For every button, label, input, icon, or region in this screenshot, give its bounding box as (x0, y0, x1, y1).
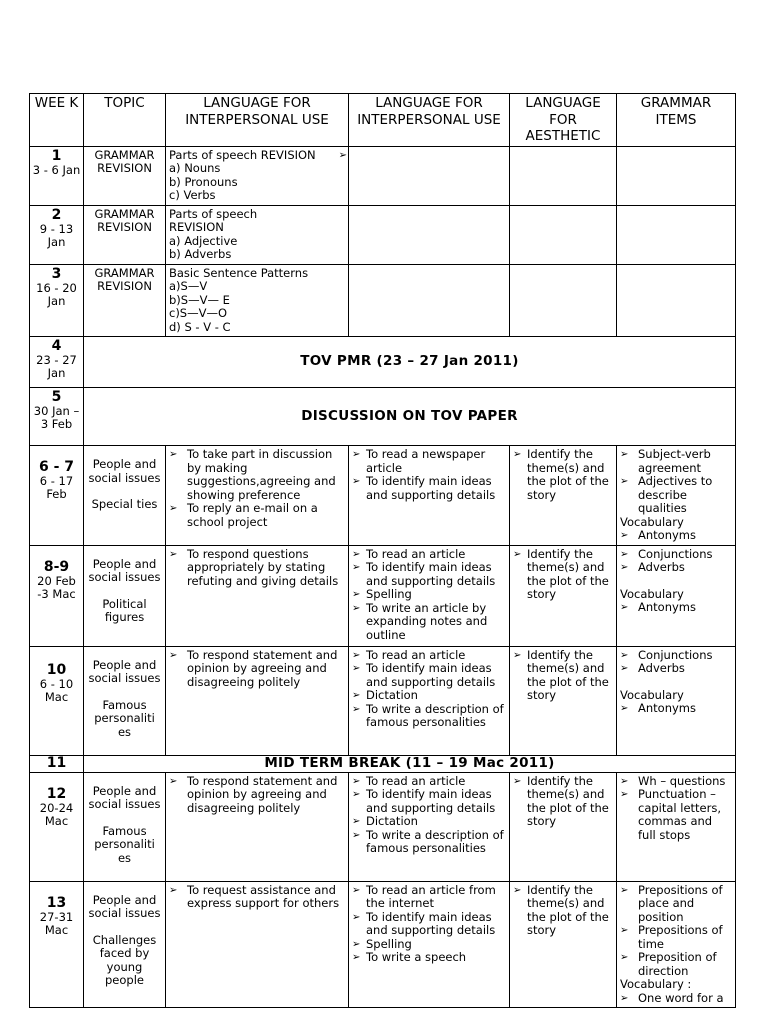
list-item: ➢ One word for a (620, 992, 732, 1006)
topic-subtheme: Challenges faced by young people (92, 932, 157, 987)
table-row (30, 772, 736, 881)
table-row (30, 264, 736, 337)
grammar-cell (617, 264, 736, 337)
vocabulary-label: Vocabulary : (620, 977, 692, 991)
week-date: 16 - 20 Jan (36, 280, 77, 308)
week-date: 30 Jan – 3 Feb (33, 404, 80, 431)
topic-theme: People and social issues (88, 892, 161, 920)
grammar-cell (617, 146, 736, 205)
list-item: ➢ To identify main ideas and supporting details (352, 662, 506, 689)
aesthetic-cell (510, 545, 617, 646)
week-cell (30, 337, 84, 388)
interpersonal-cell (166, 264, 349, 337)
topic-subtheme: Special ties (91, 497, 158, 511)
week-cell (30, 881, 84, 1008)
week-number: 8-9 (43, 558, 70, 575)
grammar-cell (617, 545, 736, 646)
week-number: 2 (51, 206, 62, 223)
list-item: ➢ To request assistance and express support for others (169, 884, 345, 911)
text-line: c) Verbs (169, 188, 216, 202)
scheme-of-work-table (29, 93, 736, 1008)
list-item: ➢ To respond statement and opinion by agreeing and disagreeing politely (169, 775, 345, 816)
table-row (30, 205, 736, 264)
list-item: ➢ Dictation (352, 689, 506, 703)
list-item: ➢ Identify the theme(s) and the plot of the story (513, 884, 613, 938)
header-topic: TOPIC (84, 94, 166, 147)
text-line: a) Adjective (169, 233, 238, 248)
table-row (30, 881, 736, 1008)
grammar-cell (617, 446, 736, 546)
week-date: 23 - 27 Jan (36, 353, 77, 380)
table-row (30, 646, 736, 755)
list-item: ➢ Adverbs (620, 662, 732, 676)
week-date: 9 - 13 Jan (39, 221, 74, 249)
topic-cell: GRAMMAR REVISION (84, 264, 166, 337)
topic-theme: People and social issues (88, 556, 161, 584)
informational-cell (349, 446, 510, 546)
week-cell (30, 446, 84, 546)
text-line: Parts of speech REVISION (169, 147, 316, 162)
merged-event-cell: TOV PMR (23 – 27 Jan 2011) (84, 337, 736, 388)
aesthetic-cell (510, 146, 617, 205)
list-item: ➢ Conjunctions (620, 548, 732, 562)
week-date: 20-24 Mac (39, 800, 74, 828)
interpersonal-cell (166, 446, 349, 546)
aesthetic-cell (510, 264, 617, 337)
table-row (30, 755, 736, 772)
informational-cell (349, 881, 510, 1008)
list-item: ➢ Adverbs (620, 561, 732, 575)
informational-cell (349, 205, 510, 264)
week-cell (30, 264, 84, 337)
table-row (30, 545, 736, 646)
week-number: 5 (51, 389, 62, 405)
informational-cell (349, 545, 510, 646)
week-cell (30, 205, 84, 264)
table-row (30, 146, 736, 205)
list-item: ➢ Identify the theme(s) and the plot of the story (513, 775, 613, 829)
week-cell (30, 146, 84, 205)
informational-cell (349, 264, 510, 337)
merged-event-cell: MID TERM BREAK (11 – 19 Mac 2011) (84, 755, 736, 772)
vocabulary-label: Vocabulary (620, 586, 684, 601)
aesthetic-cell (510, 772, 617, 881)
header-informational: LANGUAGE FOR INTERPERSONAL USE (349, 94, 510, 147)
list-item: ➢ Punctuation – capital letters, commas and full stops (620, 788, 732, 842)
week-cell (30, 388, 84, 446)
list-item: ➢ To read an article (352, 649, 506, 663)
topic-cell (84, 446, 166, 546)
grammar-cell (617, 205, 736, 264)
list-item: ➢ Identify the theme(s) and the plot of the story (513, 448, 613, 502)
interpersonal-cell (166, 646, 349, 755)
list-item: ➢ Spelling (352, 938, 506, 952)
text-line: Basic Sentence Patterns (169, 265, 309, 280)
list-item: ➢ Wh – questions (620, 775, 732, 789)
table-row (30, 337, 736, 388)
list-item: ➢ Spelling (352, 588, 506, 602)
list-item: ➢ Antonyms (620, 529, 732, 543)
text-line: REVISION (169, 220, 224, 234)
list-item: ➢ To reply an e-mail on a school project (169, 502, 345, 529)
list-item: ➢ To read an article (352, 775, 506, 789)
week-number: 11 (46, 755, 67, 771)
topic-theme: People and social issues (88, 783, 161, 811)
text-line: b) Pronouns (169, 174, 238, 189)
week-number: 12 (46, 785, 67, 802)
merged-event-cell: DISCUSSION ON TOV PAPER (84, 388, 736, 446)
text-line: a)S—V (169, 279, 208, 293)
topic-cell: GRAMMAR REVISION (84, 205, 166, 264)
week-date: 6 - 17 Feb (39, 474, 74, 501)
week-cell (30, 772, 84, 881)
header-week: WEE K (30, 94, 84, 147)
week-number: 4 (51, 338, 62, 354)
text-line: b) Adverbs (169, 247, 232, 261)
list-item: ➢ Subject-verb agreement (620, 448, 732, 475)
list-item: ➢ To identify main ideas and supporting details (352, 911, 506, 938)
interpersonal-cell (166, 772, 349, 881)
table-row (30, 388, 736, 446)
text-line: d) S - V - C (169, 319, 231, 334)
list-item: ➢ To take part in discussion by making suggestions,agreeing and showing preference (169, 448, 345, 502)
list-item: ➢ Preposition of direction (620, 951, 732, 978)
list-item: ➢ To respond questions appropriately by stating refuting and giving details (169, 548, 345, 589)
topic-cell (84, 646, 166, 755)
interpersonal-cell (166, 205, 349, 264)
list-item: ➢ To write an article by expanding notes and outline (352, 602, 506, 643)
list-item: ➢ Identify the theme(s) and the plot of the story (513, 548, 613, 602)
list-item: ➢ Antonyms (620, 601, 732, 615)
topic-cell (84, 772, 166, 881)
interpersonal-cell (166, 146, 349, 205)
list-item: ➢ To write a description of famous personalities (352, 703, 506, 730)
topic-theme: People and social issues (88, 457, 161, 485)
week-date: 6 - 10 Mac (39, 676, 74, 704)
list-item: ➢ To identify main ideas and supporting details (352, 561, 506, 588)
list-item: ➢ To read an article (352, 548, 506, 562)
week-number: 13 (46, 894, 67, 911)
topic-cell (84, 545, 166, 646)
text-line: c)S—V—O (169, 306, 228, 320)
chevron-right-icon: ➢ (338, 149, 347, 161)
week-number: 3 (51, 265, 62, 282)
week-cell (30, 646, 84, 755)
aesthetic-cell (510, 881, 617, 1008)
week-number: 10 (46, 661, 67, 678)
aesthetic-cell (510, 446, 617, 546)
text-line: a) Nouns (169, 161, 221, 175)
header-interpersonal: LANGUAGE FOR INTERPERSONAL USE (166, 94, 349, 147)
grammar-cell (617, 772, 736, 881)
header-aesthetic: LANGUAGE FOR AESTHETIC (510, 94, 617, 147)
header-grammar: GRAMMAR ITEMS (617, 94, 736, 147)
list-item: ➢ Antonyms (620, 702, 732, 716)
informational-cell (349, 772, 510, 881)
vocabulary-label: Vocabulary (620, 514, 684, 529)
list-item: ➢ To write a speech (352, 951, 506, 965)
interpersonal-cell (166, 545, 349, 646)
topic-subtheme: Famous personaliti es (94, 823, 155, 865)
informational-cell (349, 146, 510, 205)
interpersonal-cell (166, 881, 349, 1008)
list-item: ➢ To respond statement and opinion by agreeing and disagreeing politely (169, 649, 345, 690)
grammar-cell (617, 881, 736, 1008)
grammar-cell (617, 646, 736, 755)
header-row (30, 94, 736, 147)
week-cell (30, 755, 84, 772)
topic-cell (84, 881, 166, 1008)
list-item: ➢ Prepositions of place and position (620, 884, 732, 925)
list-item: ➢ To write a description of famous personalities (352, 829, 506, 856)
list-item: ➢ Dictation (352, 815, 506, 829)
list-item: ➢ To read a newspaper article (352, 448, 506, 475)
topic-cell: GRAMMAR REVISION (84, 146, 166, 205)
week-date: 3 - 6 Jan (32, 162, 81, 177)
list-item: ➢ To read an article from the internet (352, 884, 506, 911)
topic-subtheme: Political figures (102, 596, 147, 624)
informational-cell (349, 646, 510, 755)
text-line: Parts of speech (169, 206, 258, 221)
table-row (30, 446, 736, 546)
aesthetic-cell (510, 205, 617, 264)
week-date: 27-31 Mac (39, 909, 74, 937)
list-item: ➢ Identify the theme(s) and the plot of the story (513, 649, 613, 703)
list-item: ➢ Prepositions of time (620, 924, 732, 951)
week-date: 20 Feb -3 Mac (37, 573, 76, 601)
vocabulary-label: Vocabulary (620, 687, 684, 702)
list-item: ➢ To identify main ideas and supporting details (352, 475, 506, 502)
aesthetic-cell (510, 646, 617, 755)
list-item: ➢ Adjectives to describe qualities (620, 475, 732, 516)
list-item: ➢ Conjunctions (620, 649, 732, 663)
topic-theme: People and social issues (88, 657, 161, 685)
week-number: 1 (51, 147, 62, 164)
week-number: 6 - 7 (38, 459, 75, 475)
topic-subtheme: Famous personaliti es (94, 697, 155, 739)
week-cell (30, 545, 84, 646)
list-item: ➢ To identify main ideas and supporting details (352, 788, 506, 815)
text-line: b)S—V— E (169, 292, 230, 307)
